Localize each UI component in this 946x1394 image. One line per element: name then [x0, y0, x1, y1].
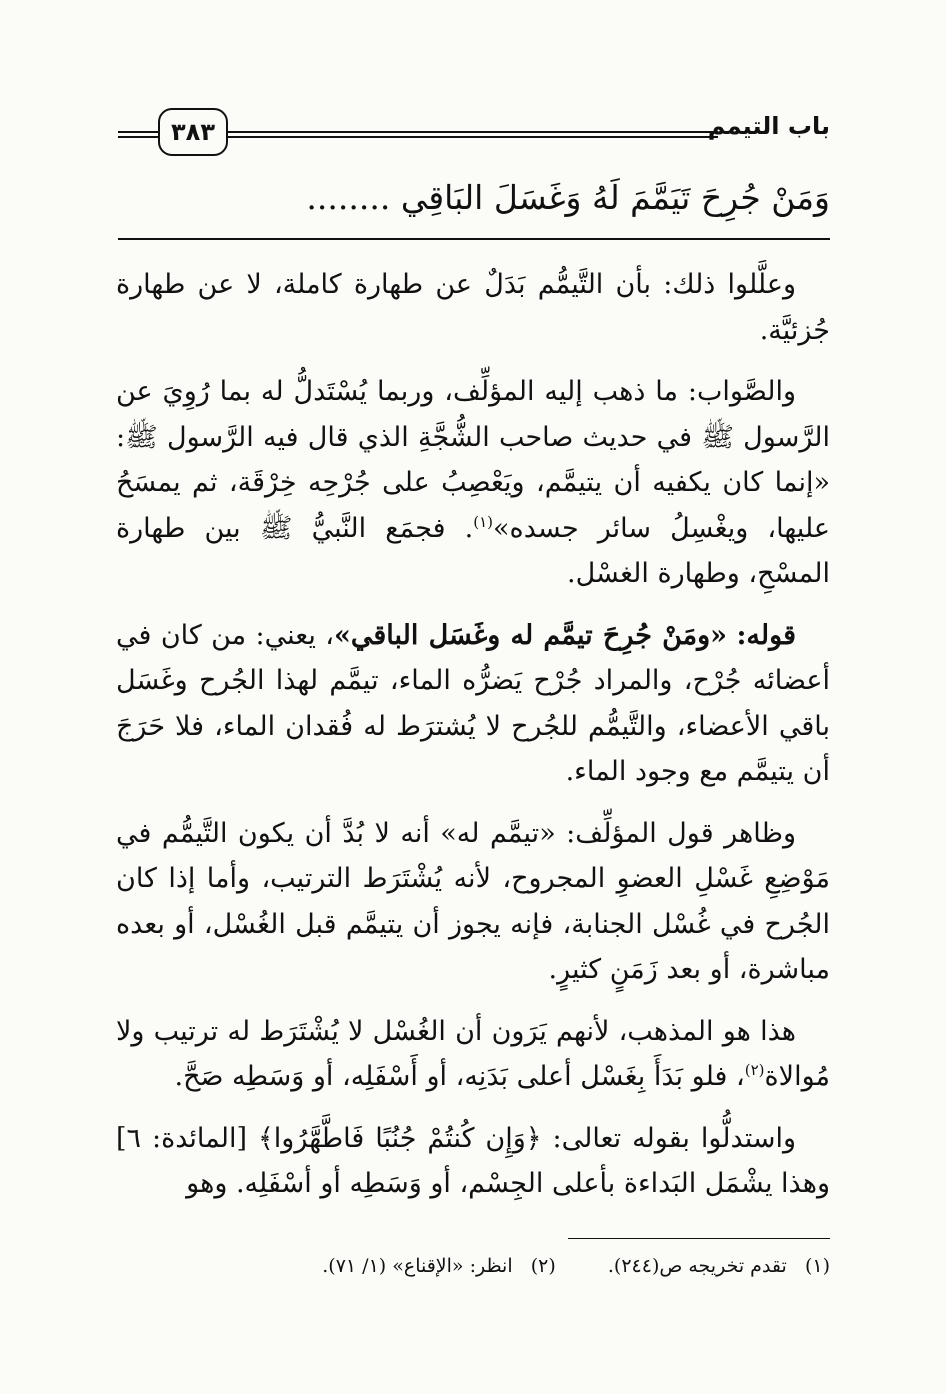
matn-divider: [118, 238, 830, 240]
footnote-1-text: تقدم تخريجه ص(٢٤٤).: [607, 1255, 787, 1277]
paragraph-4: وظاهر قول المؤلِّف: «تيمَّم له» أنه لا بُدَّ أن يكون التَّيمُّم في مَوْضِعِ غَسْلِ العضوِ المجروح، لأنه يُشْتَرَط الترتيب، وأما إذا كان الجُرح في غُسْل الجنابة، فإنه يجوز أن يتيمَّم قبل الغُسْل، أو بعده مباشرة، أو بعد زَمَنٍ كثيرٍ.: [116, 817, 830, 985]
paragraph-2-tail: . فجمَع النَّبيُّ ﷺ بين طهارة المسْحِ، وطهارة الغسْل.: [116, 512, 830, 589]
paragraph-5-tail: ، فلو بَدَأَ بِغَسْل أعلى بَدَنِه، أو أَسْفَلِه، أو وَسَطِه صَحَّ.: [174, 1061, 745, 1092]
footnote-1: [608, 1250, 830, 1282]
paragraph-3-rest: ، يعني: من كان في أعضائه جُرْح، والمراد جُرْح يَضرُّه الماء، تيمَّم لهذا الجُرح وغَسَل باقي الأعضاء، والتَّيمُّم للجُرح لا يُشترَط له فُقدان الماء، فلا حَرَجَ أن يتيمَّم مع وجود الماء.: [116, 619, 830, 787]
paragraph-2: [116, 369, 830, 597]
footnote-ref-2: (٢): [744, 1061, 765, 1079]
paragraph-6: واستدلُّوا بقوله تعالى: ﴿وَإِن كُنتُمْ جُنُبًا فَاطَّهَّرُوا﴾ [المائدة: ٦] وهذا يشْمَل البَداءة بأعلى الجِسْم، أو وَسَطِه أو أسْفَلِه. وهو: [116, 1122, 830, 1199]
paragraph-3-lead: قوله:: [736, 619, 796, 651]
paragraph-5: [116, 1009, 830, 1100]
page-number: ٣٨٣: [158, 108, 228, 156]
commentary-body: [116, 262, 830, 1223]
footnote-1-marker: (١): [804, 1255, 830, 1277]
header-rule-left: [118, 131, 160, 138]
footnotes: [116, 1250, 830, 1282]
footnote-2-text: انظر: «الإقناع» (١/ ٧١).: [322, 1255, 513, 1277]
chapter-title: باب التيمم: [707, 112, 830, 140]
footnote-ref-1: (١): [473, 512, 494, 531]
footnote-divider: [568, 1238, 830, 1239]
paragraph-5-text: هذا هو المذهب، لأنهم يَرَون أن الغُسْل لا يُشْتَرَط له ترتيب ولا مُوالاة: [116, 1015, 830, 1092]
page-header: [118, 100, 830, 160]
footnote-2-marker: (٢): [530, 1255, 556, 1277]
paragraph-2-text: والصَّواب: ما ذهب إليه المؤلِّف، وربما يُسْتَدلُّ له بما رُوِيَ عن الرَّسول ﷺ في حديث صاحب الشُّجَّةِ الذي قال فيه الرَّسول ﷺ: «إنما كان يكفيه أن يتيمَّم، ويَعْصِبُ على جُرْحِه خِرْقَة، ثم يمسَحُ عليها، ويغْسِلُ سائر جسده»: [116, 376, 830, 544]
paragraph-3-quote: «ومَنْ جُرِحَ تيمَّم له وغَسَل الباقي»: [333, 619, 728, 651]
paragraph-1: وعلَّلوا ذلك: بأن التَّيمُّم بَدَلٌ عن طهارة كاملة، لا عن طهارة جُزئيَّة.: [116, 269, 830, 346]
header-rule-right: [224, 131, 718, 138]
footnote-2: [322, 1250, 556, 1282]
paragraph-3: [116, 613, 830, 795]
matn-text: وَمَنْ جُرِحَ تَيَمَّمَ لَهُ وَغَسَلَ البَاقِي ........: [306, 178, 830, 217]
